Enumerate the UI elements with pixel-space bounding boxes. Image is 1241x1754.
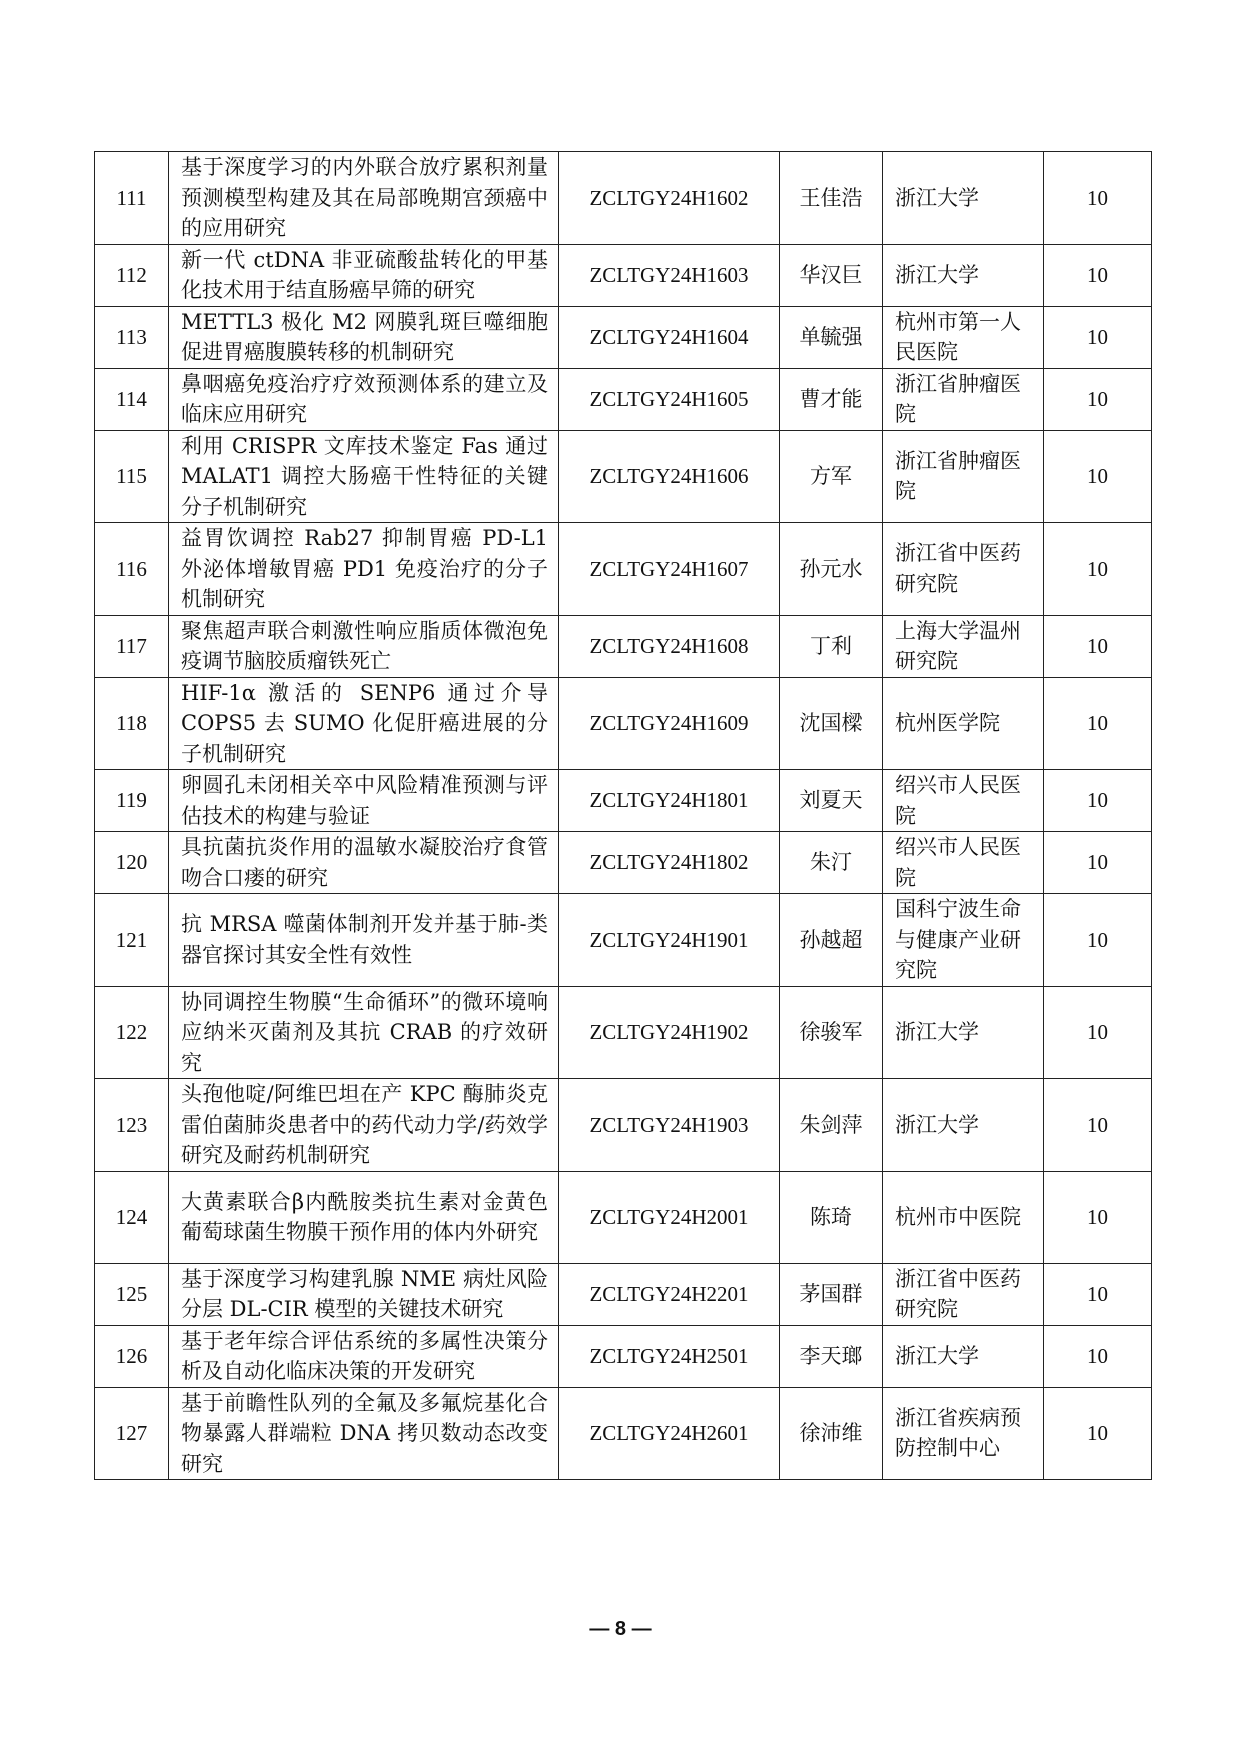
cell-project-code: ZCLTGY24H1903	[559, 1079, 780, 1172]
cell-number: 119	[95, 770, 169, 832]
cell-funding: 10	[1044, 986, 1152, 1079]
cell-project-code: ZCLTGY24H2501	[559, 1325, 780, 1387]
cell-project-leader: 朱汀	[780, 832, 883, 894]
cell-project-title: 基于前瞻性队列的全氟及多氟烷基化合物暴露人群端粒 DNA 拷贝数动态改变研究	[169, 1387, 559, 1480]
cell-funding: 10	[1044, 1171, 1152, 1263]
cell-organization: 杭州市第一人民医院	[883, 306, 1044, 368]
cell-project-code: ZCLTGY24H1801	[559, 770, 780, 832]
cell-organization: 浙江省肿瘤医院	[883, 430, 1044, 523]
cell-number: 126	[95, 1325, 169, 1387]
cell-funding: 10	[1044, 306, 1152, 368]
cell-number: 112	[95, 244, 169, 306]
cell-project-title: 抗 MRSA 噬菌体制剂开发并基于肺-类器官探讨其安全性有效性	[169, 894, 559, 987]
cell-project-title: HIF-1α 激活的 SENP6 通过介导 COPS5 去 SUMO 化促肝癌进展的分子机制研究	[169, 677, 559, 770]
cell-number: 127	[95, 1387, 169, 1480]
table-row	[95, 430, 1152, 523]
table-row	[95, 306, 1152, 368]
cell-number: 114	[95, 368, 169, 430]
table-row	[95, 677, 1152, 770]
cell-project-title: 头孢他啶/阿维巴坦在产 KPC 酶肺炎克雷伯菌肺炎患者中的药代动力学/药效学研究及耐药机制研究	[169, 1079, 559, 1172]
cell-organization: 上海大学温州研究院	[883, 615, 1044, 677]
cell-funding: 10	[1044, 770, 1152, 832]
cell-project-leader: 徐沛维	[780, 1387, 883, 1480]
cell-project-leader: 徐骏军	[780, 986, 883, 1079]
cell-project-code: ZCLTGY24H1604	[559, 306, 780, 368]
cell-project-title: 益胃饮调控 Rab27 抑制胃癌 PD-L1 外泌体增敏胃癌 PD1 免疫治疗的分子机制研究	[169, 523, 559, 616]
cell-number: 117	[95, 615, 169, 677]
cell-project-code: ZCLTGY24H1902	[559, 986, 780, 1079]
cell-project-title: METTL3 极化 M2 网膜乳斑巨噬细胞促进胃癌腹膜转移的机制研究	[169, 306, 559, 368]
cell-funding: 10	[1044, 677, 1152, 770]
cell-funding: 10	[1044, 244, 1152, 306]
cell-project-title: 协同调控生物膜“生命循环”的微环境响应纳米灭菌剂及其抗 CRAB 的疗效研究	[169, 986, 559, 1079]
cell-project-code: ZCLTGY24H1802	[559, 832, 780, 894]
cell-organization: 浙江省中医药研究院	[883, 1263, 1044, 1325]
cell-funding: 10	[1044, 615, 1152, 677]
cell-organization: 国科宁波生命与健康产业研究院	[883, 894, 1044, 987]
table-row	[95, 615, 1152, 677]
cell-project-leader: 曹才能	[780, 368, 883, 430]
cell-number: 121	[95, 894, 169, 987]
table-row	[95, 1325, 1152, 1387]
cell-organization: 绍兴市人民医院	[883, 770, 1044, 832]
cell-number: 125	[95, 1263, 169, 1325]
cell-project-leader: 李天瑯	[780, 1325, 883, 1387]
cell-project-title: 基于深度学习的内外联合放疗累积剂量预测模型构建及其在局部晚期宫颈癌中的应用研究	[169, 152, 559, 245]
cell-project-title: 基于老年综合评估系统的多属性决策分析及自动化临床决策的开发研究	[169, 1325, 559, 1387]
cell-organization: 浙江大学	[883, 1325, 1044, 1387]
cell-project-code: ZCLTGY24H1606	[559, 430, 780, 523]
table-row	[95, 1387, 1152, 1480]
cell-project-code: ZCLTGY24H2001	[559, 1171, 780, 1263]
cell-project-title: 鼻咽癌免疫治疗疗效预测体系的建立及临床应用研究	[169, 368, 559, 430]
cell-number: 111	[95, 152, 169, 245]
cell-project-leader: 方军	[780, 430, 883, 523]
cell-organization: 浙江大学	[883, 244, 1044, 306]
cell-project-leader: 沈国樑	[780, 677, 883, 770]
cell-project-leader: 孙元水	[780, 523, 883, 616]
cell-project-code: ZCLTGY24H1603	[559, 244, 780, 306]
table-row	[95, 986, 1152, 1079]
cell-organization: 浙江大学	[883, 152, 1044, 245]
cell-project-code: ZCLTGY24H1607	[559, 523, 780, 616]
cell-number: 115	[95, 430, 169, 523]
cell-number: 122	[95, 986, 169, 1079]
cell-number: 113	[95, 306, 169, 368]
cell-project-leader: 单毓强	[780, 306, 883, 368]
cell-number: 118	[95, 677, 169, 770]
table-row	[95, 368, 1152, 430]
cell-funding: 10	[1044, 368, 1152, 430]
cell-project-title: 利用 CRISPR 文库技术鉴定 Fas 通过 MALAT1 调控大肠癌干性特征的关键分子机制研究	[169, 430, 559, 523]
cell-project-title: 大黄素联合β内酰胺类抗生素对金黄色葡萄球菌生物膜干预作用的体内外研究	[169, 1171, 559, 1263]
cell-organization: 浙江大学	[883, 986, 1044, 1079]
cell-funding: 10	[1044, 832, 1152, 894]
table-row	[95, 832, 1152, 894]
cell-funding: 10	[1044, 1325, 1152, 1387]
cell-project-leader: 刘夏天	[780, 770, 883, 832]
cell-project-title: 聚焦超声联合刺激性响应脂质体微泡免疫调节脑胶质瘤铁死亡	[169, 615, 559, 677]
cell-number: 120	[95, 832, 169, 894]
cell-funding: 10	[1044, 1263, 1152, 1325]
cell-organization: 杭州市中医院	[883, 1171, 1044, 1263]
cell-organization: 浙江大学	[883, 1079, 1044, 1172]
table-row	[95, 523, 1152, 616]
project-table-body	[95, 152, 1152, 1480]
cell-project-leader: 丁利	[780, 615, 883, 677]
cell-number: 116	[95, 523, 169, 616]
cell-project-leader: 王佳浩	[780, 152, 883, 245]
page-number: — 8 —	[589, 1618, 652, 1640]
cell-project-code: ZCLTGY24H1605	[559, 368, 780, 430]
cell-number: 124	[95, 1171, 169, 1263]
project-table	[94, 151, 1152, 1480]
cell-organization: 浙江省疾病预防控制中心	[883, 1387, 1044, 1480]
cell-project-leader: 陈琦	[780, 1171, 883, 1263]
cell-funding: 10	[1044, 1387, 1152, 1480]
cell-organization: 绍兴市人民医院	[883, 832, 1044, 894]
cell-organization: 杭州医学院	[883, 677, 1044, 770]
cell-project-title: 具抗菌抗炎作用的温敏水凝胶治疗食管吻合口瘘的研究	[169, 832, 559, 894]
cell-project-code: ZCLTGY24H1901	[559, 894, 780, 987]
table-row	[95, 1079, 1152, 1172]
cell-funding: 10	[1044, 1079, 1152, 1172]
cell-project-title: 新一代 ctDNA 非亚硫酸盐转化的甲基化技术用于结直肠癌早筛的研究	[169, 244, 559, 306]
table-row	[95, 152, 1152, 245]
cell-project-code: ZCLTGY24H2601	[559, 1387, 780, 1480]
cell-project-code: ZCLTGY24H1609	[559, 677, 780, 770]
cell-project-leader: 孙越超	[780, 894, 883, 987]
cell-number: 123	[95, 1079, 169, 1172]
cell-project-title: 基于深度学习构建乳腺 NME 病灶风险分层 DL-CIR 模型的关键技术研究	[169, 1263, 559, 1325]
table-row	[95, 770, 1152, 832]
table-row	[95, 1171, 1152, 1263]
cell-organization: 浙江省肿瘤医院	[883, 368, 1044, 430]
table-row	[95, 244, 1152, 306]
cell-organization: 浙江省中医药研究院	[883, 523, 1044, 616]
table-row	[95, 894, 1152, 987]
cell-funding: 10	[1044, 894, 1152, 987]
cell-project-title: 卵圆孔未闭相关卒中风险精准预测与评估技术的构建与验证	[169, 770, 559, 832]
cell-funding: 10	[1044, 430, 1152, 523]
cell-project-leader: 华汉巨	[780, 244, 883, 306]
cell-project-leader: 朱剑萍	[780, 1079, 883, 1172]
cell-project-code: ZCLTGY24H2201	[559, 1263, 780, 1325]
cell-project-leader: 茅国群	[780, 1263, 883, 1325]
cell-project-code: ZCLTGY24H1602	[559, 152, 780, 245]
cell-project-code: ZCLTGY24H1608	[559, 615, 780, 677]
table-row	[95, 1263, 1152, 1325]
cell-funding: 10	[1044, 152, 1152, 245]
cell-funding: 10	[1044, 523, 1152, 616]
